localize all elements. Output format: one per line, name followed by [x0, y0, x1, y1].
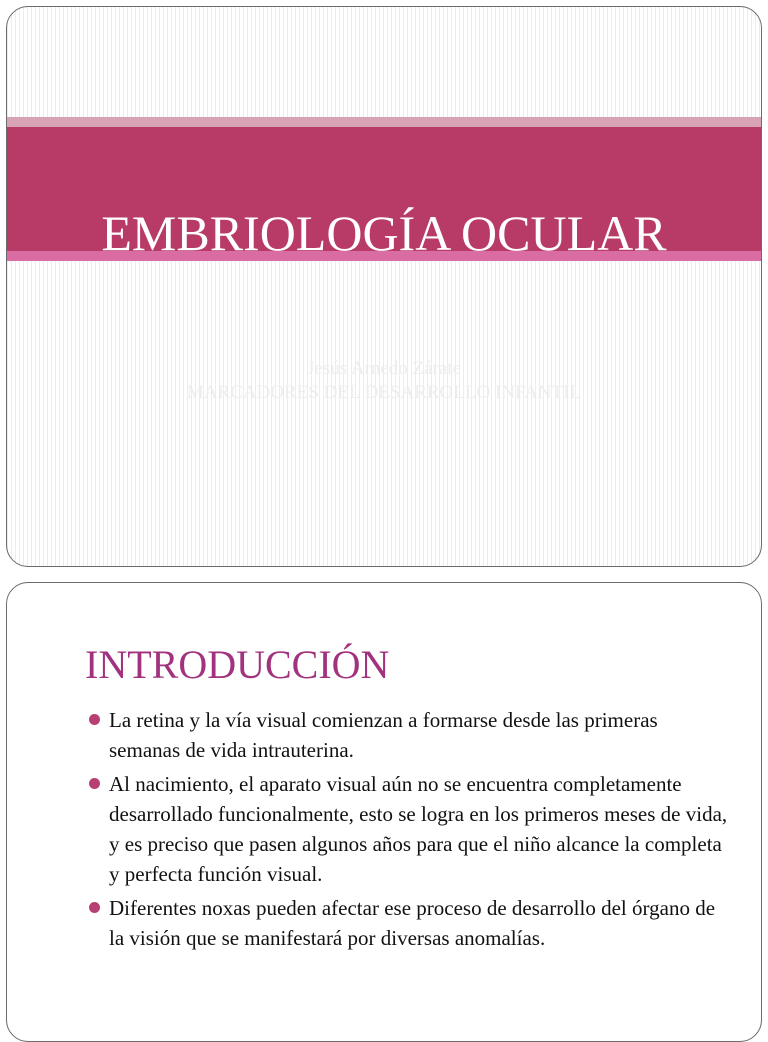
bullet-list [83, 705, 733, 957]
content-slide [6, 582, 762, 1042]
slide-subtitle [7, 357, 761, 405]
title-band-top-stripe [7, 117, 761, 127]
bullet-dot-icon [89, 778, 100, 789]
bullet-text: La retina y la vía visual comienzan a formarse desde las primeras semanas de vida intrauterina. [109, 708, 658, 762]
subtitle-author: Jesús Arnedo Zárate [306, 358, 462, 379]
slide-title: EMBRIOLOGÍA OCULAR [101, 205, 667, 261]
bullet-dot-icon [89, 714, 100, 725]
bullet-item [83, 769, 733, 889]
subtitle-course: MARCADORES DEL DESARROLLO INFANTIL [186, 382, 582, 403]
title-slide [6, 6, 762, 567]
slide-heading: INTRODUCCIÓN [85, 642, 390, 687]
bullet-dot-icon [89, 902, 100, 913]
bullet-text: Al nacimiento, el aparato visual aún no se encuentra completamente desarrollado funcionalmente, esto se logra en los primeros meses de vida, y es preciso que pasen algunos años para que el niño alcance la completa y perfecta función visual. [109, 772, 728, 886]
bullet-item [83, 893, 733, 953]
bullet-item [83, 705, 733, 765]
bullet-text: Diferentes noxas pueden afectar ese proceso de desarrollo del órgano de la visión que se manifestará por diversas anomalías. [109, 896, 716, 950]
